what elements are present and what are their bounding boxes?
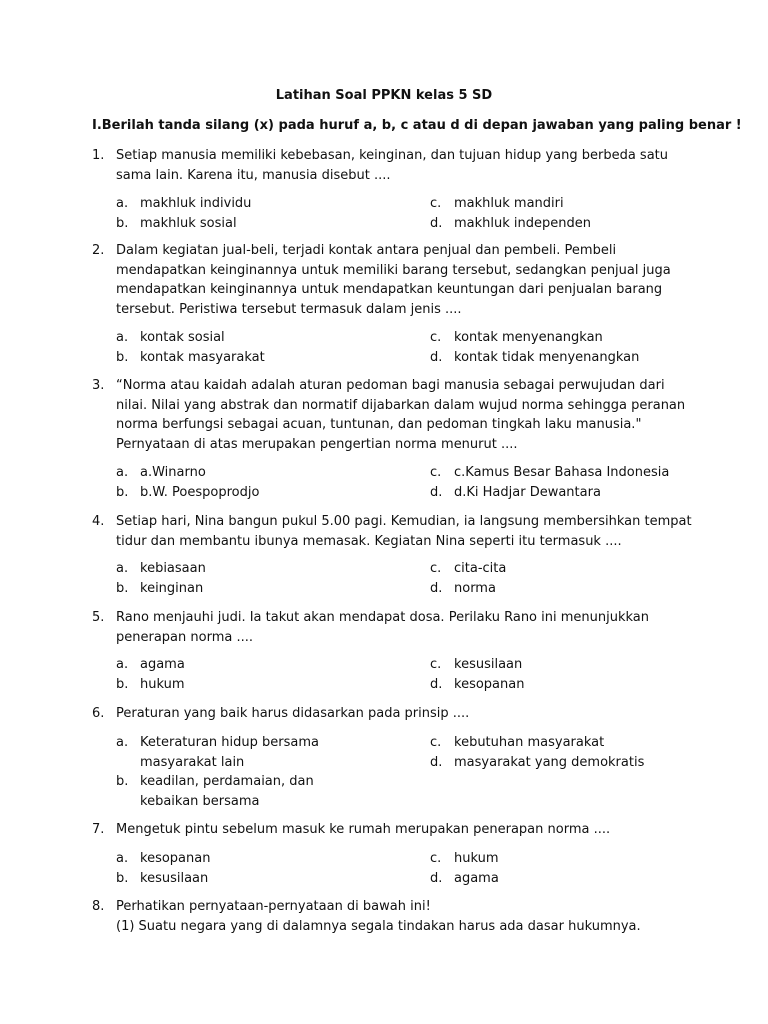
option-text-line: agama: [454, 870, 499, 886]
question-text-line: “Norma atau kaidah adalah aturan pedoman bagi manusia sebagai perwujudan dari: [116, 378, 665, 393]
option-text-line: makhluk sosial: [140, 215, 237, 231]
option-text: [454, 328, 603, 348]
option-letter: d.: [430, 349, 443, 365]
option-text: [140, 579, 203, 599]
option-letter: c.: [430, 330, 442, 345]
option-letter: b.: [116, 484, 129, 500]
question-text-line: nilai. Nilai yang abstrak dan normatif dijabarkan dalam wujud norma sehingga peranan: [116, 397, 686, 413]
question-text: [116, 241, 676, 319]
option-text-line: hukum: [454, 851, 499, 866]
option-text: [140, 849, 210, 869]
option-letter: d.: [430, 215, 443, 231]
option-letter: c.: [430, 465, 442, 480]
option-text-line: kebutuhan masyarakat: [454, 735, 605, 750]
option-text: [454, 675, 524, 695]
option-text: [454, 194, 564, 214]
option-text-line: makhluk mandiri: [454, 196, 564, 211]
question-text-line: norma berfungsi sebagai acuan, tuntunan, dan pedoman tingkah laku manusia.": [116, 417, 642, 433]
option-letter: b.: [116, 349, 129, 365]
option-letter: c.: [430, 735, 442, 750]
option-text-line: b.W. Poespoprodjo: [140, 484, 260, 500]
option-text-line: kontak sosial: [140, 330, 225, 345]
question-text-line: tidur dan membantu ibunya memasak. Kegiatan Nina seperti itu termasuk ....: [116, 533, 622, 549]
question-text: [116, 897, 676, 936]
question-text: [116, 512, 692, 551]
option-text-line: makhluk individu: [140, 196, 252, 211]
option-text: [454, 733, 604, 753]
option-letter: d.: [430, 580, 443, 596]
question-text-line: Pernyataan di atas merupakan pengertian norma menurut ....: [116, 436, 518, 452]
option-text-line: keinginan: [140, 580, 204, 596]
option-text-line: kesopanan: [140, 851, 211, 866]
option-text-line: kontak menyenangkan: [454, 330, 603, 345]
option-text-line: makhluk independen: [454, 215, 591, 231]
option-letter: d.: [430, 754, 443, 770]
page-title: Latihan Soal PPKN kelas 5 SD: [275, 88, 493, 103]
option-letter: c.: [430, 561, 442, 576]
option-text: [140, 328, 225, 348]
option-letter: c.: [430, 657, 442, 672]
question-text-line: mendapatkan keinginannya untuk memiliki barang tersebut, sedangkan penjual juga: [116, 262, 671, 278]
option-letter: a.: [116, 735, 129, 750]
option-text-line: keadilan, perdamaian, dan: [140, 774, 314, 790]
option-text: [140, 214, 237, 234]
option-text: [454, 869, 499, 889]
option-letter: b.: [116, 580, 129, 596]
option-text: [140, 772, 314, 811]
question-text-line: Setiap hari, Nina bangun pukul 5.00 pagi. Kemudian, ia langsung membersihkan tempat: [116, 514, 692, 529]
option-letter: d.: [430, 484, 443, 500]
option-text-line: kesusilaan: [140, 870, 209, 886]
option-text: [454, 559, 506, 579]
option-text: [140, 348, 265, 368]
question-text-line: Dalam kegiatan jual-beli, terjadi kontak antara penjual dan pembeli. Pembeli: [116, 243, 617, 258]
option-text-line: kontak masyarakat: [140, 349, 265, 365]
option-text-line: kebiasaan: [140, 561, 206, 576]
question-text-line: Peraturan yang baik harus didasarkan pada prinsip ....: [116, 706, 470, 721]
option-text-line: kesusilaan: [454, 657, 523, 672]
question-text: [116, 820, 676, 840]
option-letter: c.: [430, 851, 442, 866]
question-number: 3.: [92, 378, 105, 393]
question-text-line: tersebut. Peristiwa tersebut termasuk dalam jenis ....: [116, 301, 462, 317]
question-number: 5.: [92, 610, 105, 625]
question-number: 6.: [92, 706, 105, 721]
question-text-line: Rano menjauhi judi. Ia takut akan mendapat dosa. Perilaku Rano ini menunjukkan: [116, 610, 649, 625]
option-text: [454, 348, 639, 368]
option-letter: b.: [116, 676, 129, 692]
option-letter: a.: [116, 561, 129, 576]
option-text-line: agama: [140, 657, 185, 672]
option-text: [140, 194, 251, 214]
option-text-line: Keteraturan hidup bersama: [140, 735, 319, 750]
option-text-line: a.Winarno: [140, 465, 206, 480]
question-text: [116, 704, 676, 724]
option-letter: b.: [116, 774, 129, 790]
option-text-line: masyarakat lain: [140, 754, 245, 770]
option-letter: a.: [116, 330, 129, 345]
option-letter: a.: [116, 196, 129, 211]
question-number: 1.: [92, 148, 105, 163]
option-letter: a.: [116, 465, 129, 480]
option-text: [454, 849, 499, 869]
option-text: [140, 733, 319, 772]
option-text-line: hukum: [140, 676, 185, 692]
option-text-line: norma: [454, 580, 496, 596]
option-text: [140, 869, 208, 889]
question-text: [116, 608, 676, 647]
option-text: [454, 483, 601, 503]
option-text-line: masyarakat yang demokratis: [454, 754, 645, 770]
option-text-line: d.Ki Hadjar Dewantara: [454, 484, 601, 500]
question-text-line: (1) Suatu negara yang di dalamnya segala tindakan harus ada dasar hukumnya.: [116, 918, 641, 934]
question-number: 7.: [92, 822, 105, 837]
option-text: [140, 559, 206, 579]
question-text-line: Mengetuk pintu sebelum masuk ke rumah merupakan penerapan norma ....: [116, 822, 611, 837]
option-text-line: cita-cita: [454, 561, 507, 576]
instruction-text: I.Berilah tanda silang (x) pada huruf a, b, c atau d di depan jawaban yang paling benar !: [92, 118, 742, 133]
option-text: [454, 214, 591, 234]
question-text-line: sama lain. Karena itu, manusia disebut ....: [116, 167, 391, 183]
option-text-line: kesopanan: [454, 676, 525, 692]
question-text: [116, 146, 676, 185]
question-text-line: penerapan norma ....: [116, 629, 253, 645]
option-text-line: kontak tidak menyenangkan: [454, 349, 640, 365]
option-text: [454, 579, 496, 599]
question-text-line: mendapatkan keinginannya untuk mendapatkan keuntungan dari penjualan barang: [116, 282, 663, 298]
option-text: [140, 483, 259, 503]
question-text-line: Perhatikan pernyataan-pernyataan di bawah ini!: [116, 899, 431, 914]
question-text-line: Setiap manusia memiliki kebebasan, keinginan, dan tujuan hidup yang berbeda satu: [116, 148, 668, 163]
question-number: 4.: [92, 514, 105, 529]
option-text: [454, 753, 644, 773]
option-letter: a.: [116, 851, 129, 866]
option-text: [140, 655, 185, 675]
question-number: 2.: [92, 243, 105, 258]
option-letter: d.: [430, 676, 443, 692]
option-text-line: kebaikan bersama: [140, 793, 260, 809]
option-letter: d.: [430, 870, 443, 886]
option-letter: c.: [430, 196, 442, 211]
option-letter: b.: [116, 870, 129, 886]
option-text-line: c.Kamus Besar Bahasa Indonesia: [454, 465, 670, 480]
option-letter: a.: [116, 657, 129, 672]
option-text: [454, 463, 669, 483]
question-text: [116, 376, 686, 454]
option-letter: b.: [116, 215, 129, 231]
option-text: [140, 675, 185, 695]
question-number: 8.: [92, 899, 105, 914]
option-text: [140, 463, 206, 483]
option-text: [454, 655, 522, 675]
